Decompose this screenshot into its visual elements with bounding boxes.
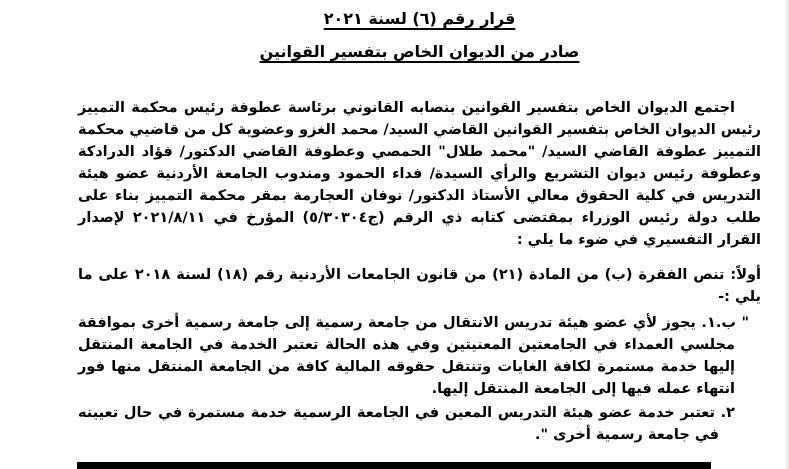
decision-title: قرار رقم (٦) لسنة ٢٠٢١ (323, 9, 516, 28)
clause-b1-paragraph: " ب.١. يجوز لأي عضو هيئة تدريس الانتقال من جامعة رسمية إلى جامعة رسمية أخرى بموافقة مجلسي العمداء في الجامعتين المعنيتين وفي هذه الحالة تعتبر الخدمة في الجامعة المنتقل إليها خدمة مستمرة لكافة الغايات وتنتقل حقوقه المالية كافة من الجامعة المنتقل منها فور انتهاء عمله فيها إلى الجامعة المنتقل إليها. (78, 315, 750, 397)
first-section-paragraph: أولاً: تنص الفقرة (ب) من المادة (٢١) من قانون الجامعات الأردنية رقم (١٨) لسنة ٢٠١٨ على ما يلي :- (78, 267, 761, 305)
clause-2-paragraph: ٢. تعتبر خدمة عضو هيئة التدريس المعين في الجامعة الرسمية خدمة مستمرة في حال تعيينه في جامعة رسمية أخرى ". (78, 405, 735, 443)
redacted-black-bar (77, 462, 711, 469)
intro-paragraph: اجتمع الديوان الخاص بتفسير القوانين بنصابه القانوني برئاسة عطوفة رئيس محكمة التمييز رئيس الديوان الخاص بتفسير القوانين القاضي السيد/ محمد الغزو وعضوية كل من قاضيي محكمة التمييز عطوفة القاضي السيد/ "محمد طلال" الحمصي وعطوفة القاضي الدكتور/ فؤاد الدرادكة وعطوفة رئيس ديوان التشريع والرأي السيدة/ فداء الحمود ومندوب الجامعة الأردنية عضو هيئة التدريس في كلية الحقوق معالي الأستاذ الدكتور/ نوفان العجارمة بمقر محكمة التمييز بناء على طلب دولة رئيس الوزراء بمقتضى كتابه ذي الرقم (ج٥/٣٠٣٠٤) المؤرخ في ٢٠٢١/٨/١١ لإصدار القرار التفسيري في ضوء ما يلي : (78, 100, 761, 248)
decision-subtitle: صادر من الديوان الخاص بتفسير القوانين (259, 42, 580, 61)
